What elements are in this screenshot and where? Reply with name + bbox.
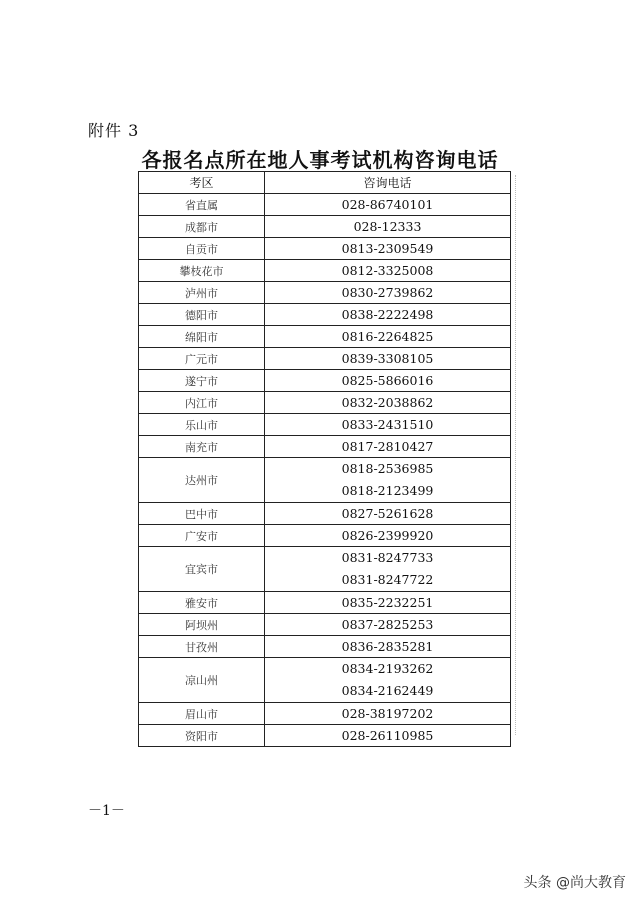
- region-cell: 泸州市: [139, 282, 265, 304]
- phone-cell: [265, 458, 511, 503]
- phone-cell: [265, 304, 511, 326]
- table-row: [139, 658, 511, 703]
- document-title: 各报名点所在地人事考试机构咨询电话: [141, 148, 499, 172]
- region-cell: 绵阳市: [139, 326, 265, 348]
- phone-cell: [265, 194, 511, 216]
- phone-number: 028-86740101: [341, 197, 434, 212]
- phone-cell: [265, 436, 511, 458]
- phone-number: 0817-2810427: [341, 439, 434, 454]
- header-phone: 咨询电话: [265, 172, 511, 194]
- phone-number: 0837-2825253: [341, 617, 434, 632]
- phone-number: 0813-2309549: [341, 241, 434, 256]
- phone-number: 0834-2162449: [341, 683, 434, 698]
- header-region: 考区: [139, 172, 265, 194]
- region-cell: 雅安市: [139, 592, 265, 614]
- region-cell: 广元市: [139, 348, 265, 370]
- phone-cell: [265, 658, 511, 703]
- phone-number: 0812-3325008: [341, 263, 434, 278]
- phone-cell: [265, 525, 511, 547]
- attachment-label: 附件 3: [88, 121, 140, 140]
- phone-cell: [265, 414, 511, 436]
- phone-number: 0818-2123499: [341, 483, 434, 498]
- region-cell: 内江市: [139, 392, 265, 414]
- phone-cell: [265, 547, 511, 592]
- phone-number: 0831-8247733: [341, 550, 434, 565]
- table-row: [139, 592, 511, 614]
- phone-cell: [265, 282, 511, 304]
- phone-cell: [265, 216, 511, 238]
- table-row: [139, 216, 511, 238]
- watermark: 头条 @尚大教育: [523, 875, 626, 891]
- phone-number: 028-12333: [353, 219, 422, 234]
- phone-cell: [265, 238, 511, 260]
- region-cell: 遂宁市: [139, 370, 265, 392]
- phone-cell: [265, 326, 511, 348]
- scan-edge-marks: [511, 175, 516, 735]
- table-row: [139, 725, 511, 747]
- phone-cell: [265, 392, 511, 414]
- table-row: [139, 370, 511, 392]
- phone-number: 0838-2222498: [341, 307, 434, 322]
- phone-number: 028-38197202: [341, 706, 434, 721]
- phone-cell: [265, 260, 511, 282]
- phone-number: 0816-2264825: [341, 329, 434, 344]
- phone-cell: [265, 703, 511, 725]
- phone-cell: [265, 725, 511, 747]
- region-cell: 甘孜州: [139, 636, 265, 658]
- table-row: [139, 547, 511, 592]
- region-cell: 资阳市: [139, 725, 265, 747]
- table-row: [139, 348, 511, 370]
- phone-cell: [265, 370, 511, 392]
- table-row: [139, 503, 511, 525]
- phone-number: 0834-2193262: [341, 661, 434, 676]
- phone-cell: [265, 592, 511, 614]
- region-cell: 广安市: [139, 525, 265, 547]
- table-row: [139, 260, 511, 282]
- phone-cell: [265, 614, 511, 636]
- phone-number: 0835-2232251: [341, 595, 434, 610]
- region-cell: 达州市: [139, 458, 265, 503]
- region-cell: 凉山州: [139, 658, 265, 703]
- table-row: [139, 436, 511, 458]
- phone-number: 0839-3308105: [341, 351, 434, 366]
- table-row: [139, 614, 511, 636]
- phone-number: 0827-5261628: [341, 506, 434, 521]
- phone-number: 0833-2431510: [341, 417, 434, 432]
- phone-cell: [265, 348, 511, 370]
- phone-number: 0826-2399920: [341, 528, 434, 543]
- table-row: [139, 414, 511, 436]
- phone-cell: [265, 636, 511, 658]
- phone-number: 0818-2536985: [341, 461, 434, 476]
- table-row: [139, 304, 511, 326]
- region-cell: 阿坝州: [139, 614, 265, 636]
- table-row: [139, 282, 511, 304]
- table-body: [139, 194, 511, 747]
- region-cell: 自贡市: [139, 238, 265, 260]
- table-row: [139, 326, 511, 348]
- table-row: [139, 458, 511, 503]
- phone-cell: [265, 503, 511, 525]
- table-row: [139, 194, 511, 216]
- table-header-row: [139, 172, 511, 194]
- table-row: [139, 238, 511, 260]
- region-cell: 乐山市: [139, 414, 265, 436]
- region-cell: 宜宾市: [139, 547, 265, 592]
- region-cell: 南充市: [139, 436, 265, 458]
- phone-number: 0830-2739862: [341, 285, 434, 300]
- region-cell: 成都市: [139, 216, 265, 238]
- phone-number: 028-26110985: [341, 728, 434, 743]
- phone-number: 0832-2038862: [341, 395, 434, 410]
- region-cell: 省直属: [139, 194, 265, 216]
- region-cell: 德阳市: [139, 304, 265, 326]
- region-cell: 攀枝花市: [139, 260, 265, 282]
- region-cell: 眉山市: [139, 703, 265, 725]
- phone-number: 0831-8247722: [341, 572, 434, 587]
- page-number: －1－: [88, 803, 125, 819]
- table-row: [139, 636, 511, 658]
- table-row: [139, 703, 511, 725]
- region-cell: 巴中市: [139, 503, 265, 525]
- table-row: [139, 392, 511, 414]
- phone-number: 0825-5866016: [341, 373, 434, 388]
- table-row: [139, 525, 511, 547]
- phone-number: 0836-2835281: [341, 639, 434, 654]
- contact-table: [138, 171, 511, 747]
